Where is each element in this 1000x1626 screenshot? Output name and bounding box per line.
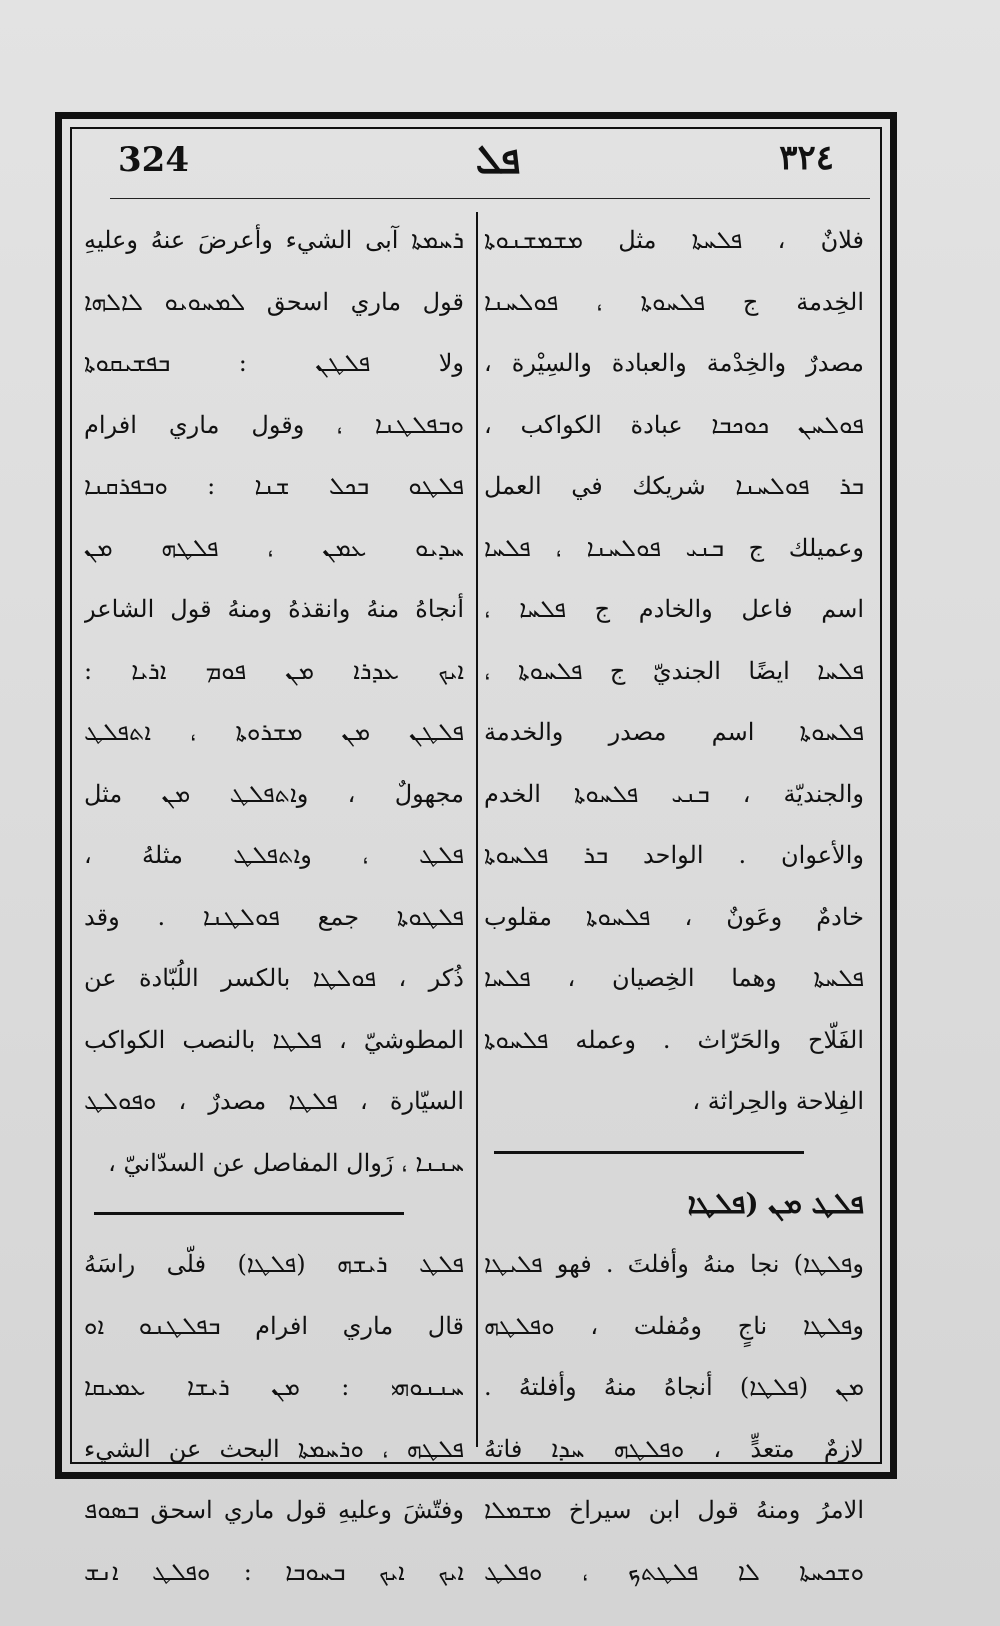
text-line: ܘܒܦܠܛܢܐ ، وقول ماري افرام <box>84 410 464 439</box>
header-rule <box>110 198 870 199</box>
text-line: ܪܚܡܬܐ آبى الشيء وأعرضَ عنهُ وعليهِ <box>84 226 464 254</box>
text-line: المطوشيّ ، ܦܠܛܐ بالنصب الكواكب <box>84 1025 464 1054</box>
column-divider <box>476 212 478 1447</box>
text-line: وفتّشَ وعليهِ قول ماري اسحق ܒܣܘܦ <box>84 1496 464 1524</box>
text-line: الامرُ ومنهُ قول ابن سيراخ ܡܫܡܠܐ <box>484 1496 864 1524</box>
left-column <box>84 210 464 1603</box>
text-line: والأعوان . الواحد ܒܪ ܦܠܚܘܬܐ <box>484 841 864 869</box>
section-rule <box>84 1194 464 1234</box>
text-line: ܦܠܛܢ ܡܢ ܡܫܪܘܬܐ ، ܐܬܦܠܛ <box>84 718 464 746</box>
text-line: ܘܫܟܚܬܐ ܠܐ ܦܠܛܬܟ ، ܘܦܠܛ <box>484 1557 864 1586</box>
text-line: قال ماري افرام ܒܦܠܛܢܘ ܐܘ <box>84 1311 464 1340</box>
text-line: وܦܠܛܐ ناجٍ ومُفلت ، ܘܦܠܛܗ <box>484 1311 864 1340</box>
text-line: أنجاهُ منهُ وانقذهُ ومنهُ قول الشاعر <box>84 595 464 623</box>
text-line: ܚܕܝܘ ܥܡܢ ، ܦܠܛܗ ܡܢ <box>84 533 464 562</box>
text-line: وܦܠܛܐ) نجا منهُ وأفلتَ . فهو ܦܠܝܛܐ <box>484 1250 864 1278</box>
entry-headword: ܦܠܛ ܡܢ (ܦܠܛܐ <box>687 1186 864 1220</box>
text-line: ܡܢ (ܦܠܛܐ) أنجاهُ منهُ وأفلتهُ . <box>484 1373 864 1401</box>
page-header <box>78 136 874 200</box>
text-line: والجنديّة ، ܒܢܝ ܦܠܚܘܬܐ الخدم <box>484 779 864 808</box>
text-line: الفِلاحة والحِراثة ، <box>692 1087 864 1115</box>
entry-headword: ܦܠܛ ܪܝܫܗ (ܦܠܛܐ) فلّى راسَهُ <box>84 1250 464 1278</box>
text-line: ܦܠܛܘ ܒܟܠ ܫܢܐ : ܘܒܦܪܩܢܐ <box>84 472 464 500</box>
text-line: ܚܢܢܐ ، زَوال المفاصل عن السدّانيّ ، <box>108 1148 464 1177</box>
text-line: ܦܠܚܬܐ وهما الخِصيان ، ܦܠܚܐ <box>484 964 864 992</box>
text-line: ܐܝܟ ܥܕܪܐ ܡܢ ܦܘܡ ܐܪܝܐ : <box>84 656 464 685</box>
page-number-latin: 324 <box>118 140 189 180</box>
text-line: ܚܢܢܘܗܝ : ܡܢ ܪܝܫܐ ܥܡܝܩܐ <box>84 1373 464 1401</box>
text-line: ܦܠܛܘܬܐ جمع ܦܘܠܛܢܐ . وقد <box>84 902 464 931</box>
text-line: وعميلك ج ܒܢܝ ܦܘܠܚܢܐ ، ܦܠܚܐ <box>484 533 864 562</box>
text-line: الفَلّاح والحَرّاث . وعمله ܦܠܚܘܬܐ <box>484 1025 864 1054</box>
text-line: مجهولٌ ، وܐܬܦܠܛ ܡܢ مثل <box>84 779 464 808</box>
running-head: ܦܠ <box>475 136 521 183</box>
text-line: خادمٌ وعَونٌ ، ܦܠܚܘܬܐ مقلوب <box>484 902 864 931</box>
text-line: ܦܠܛ ، وܐܬܦܠܛ مثلهُ ، <box>84 841 464 869</box>
right-column <box>484 210 864 1603</box>
text-line: قول ماري اسحق ܠܡܚܘܝܘ ܠܐܠܗܐ <box>84 287 464 316</box>
text-line: ولا ܦܠܛܢ : ܒܦܫܝܩܘܬܐ <box>84 349 464 377</box>
text-line: ܒܪ ܦܘܠܚܢܐ شريكك في العمل <box>484 472 864 500</box>
section-rule <box>484 1133 864 1173</box>
text-line: الخِدمة ج ܦܠܚܘܬܐ ، ܦܘܠܚܢܐ <box>484 287 864 316</box>
text-line: فلانٌ ، ܦܠܚܬܐ مثل ܡܫܡܫܢܘܬܐ <box>484 226 864 254</box>
text-line: ܦܠܚܐ ايضًا الجنديّ ج ܦܠܚܘܬܐ ، <box>484 656 864 685</box>
text-line: ܦܘܠܚܢ ܟܘܟܒܐ عبادة الكواكب ، <box>484 410 864 439</box>
text-line: السيّارة ، ܦܠܛܐ مصدرٌ ، ܘܦܘܠܛ <box>84 1087 464 1115</box>
text-line: لازمٌ متعدٍّ ، ܘܦܠܛܗ ܚܕܐ فاتهُ <box>484 1434 864 1463</box>
text-line: مصدرٌ والخِدْمة والعبادة والسِيْرة ، <box>484 349 864 377</box>
page-number-arabic: ٣٢٤ <box>779 138 834 178</box>
text-line: ܦܠܚܘܬܐ اسم مصدر والخدمة <box>484 718 864 746</box>
text-line: اسم فاعل والخادم ج ܦܠܚܐ ، <box>484 595 864 623</box>
text-line: ܐܝܟ ܐܝܟ ܒܚܘܒܐ : ܘܦܠܛ ܐܢܫ <box>84 1557 464 1586</box>
text-line: ذُكر ، ܦܘܠܛܐ بالكسر اللُبّادة عن <box>84 964 464 992</box>
text-line: ܦܠܛܗ ، ܘܪܚܡܬܐ البحث عن الشيء <box>84 1434 464 1463</box>
